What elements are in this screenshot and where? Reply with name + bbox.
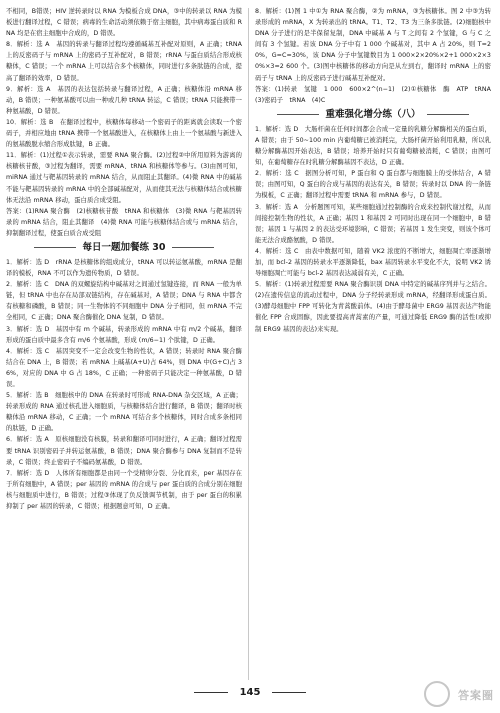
answer-paragraph: 7．解析：选 D 人体所有细胞都是由同一个受精卵分裂、分化而来，per 基因存在于所有细胞中，A 错误；per 基因的 mRNA 的合成与 per 蛋白质的合成分别在细胞核与细胞质中进行，B 错误；过程③体现了负反馈调节机制，由于 per 蛋白的积累抑制了 per 基因的转录，C 错误；根据题意可知，D 正确。 xyxy=(6,469,242,511)
answer-paragraph: 1．解析：选 D rRNA 是核糖体的组成成分，tRNA 可以转运氨基酸，mRNA 是翻译的模板，RNA 不可以作为遗传物质，D 错误。 xyxy=(6,258,242,278)
section-title: 重难强化增分练（八） xyxy=(255,108,491,122)
answer-paragraph: 2．解析：选 C DNA 的双螺旋结构中碱基对之间通过氢键连接，而 RNA 一般为单链，但 tRNA 中也存在局部双链结构，存在碱基对，A 错误；DNA 与 RNA 中都含有核糖和磷酸，B 错误；同一生物体的不同细胞中 DNA 分子相同，但 mRNA 不完全相同，C 正确；DNA 聚合酶催化 DNA 复制，D 错误。 xyxy=(6,281,242,322)
answer-paragraph: 3．解析：选 A 分析题图可知，某些细胞通过控制酶的合成来控制代谢过程，从而间接控制生物的性状，A 正确；基因 1 和基因 2 可同时出现在同一个细胞中，B 错误；基因 1 与基因 2 的表达受环境影响，C 错误；若基因 1 发生突变，则该个体可能无法合成酪氨酸，D 错误。 xyxy=(255,203,491,244)
answer-paragraph: 5．解析：(1)转录过程需要 RNA 聚合酶识别 DNA 中特定的碱基序列并与之结合。(2)在遗传信息的流动过程中，DNA 分子经转录形成 mRNA，经翻译形成蛋白质。(3)酵母细胞中 FPP 可转化为青蒿酸前体。(4)由于酵母菌中 ERG9 基因表达产物能催化 FPP 合成固醇，因此要提高青蒿素的产量，可通过降低 ERG9 酶的活性(或抑制 ERG9 基因的表达)来实现。 xyxy=(255,281,491,333)
answer-paragraph: 1．解析：选 D 大肠杆菌在任何时间都会合成一定量的乳糖分解酶相关的蛋白质，A 错误；由于 50~100 min 内葡萄糖已被消耗完，大肠杆菌开始利用乳糖，所以乳糖分解酶基因开始表达，B 错误；培养开始时只有葡萄糖被消耗，C 错误；由图可知，在葡萄糖存在时乳糖分解酶基因不表达，D 正确。 xyxy=(255,125,491,167)
right-column xyxy=(255,6,498,335)
answer-paragraph: 8．解析：选 A 基因的转录与翻译过程均遵循碱基互补配对原则，A 正确；tRNA 上的反密码子与 mRNA 上的密码子互补配对，B 错误；rRNA 与蛋白质结合形成核糖体，C 错误；一个 mRNA 上可以结合多个核糖体，同时进行多条肽链的合成，提高了翻译的效率，D 错误。 xyxy=(6,41,242,82)
answer-paragraph: 5．解析：选 B 细胞核中的 DNA 在转录时可形成 RNA-DNA 杂交区域，A 正确；转录形成的 RNA 通过核孔进入细胞质，与核糖体结合进行翻译，B 错误；翻译时核糖体沿 mRNA 移动，C 正确；一个 mRNA 可结合多个核糖体，同时合成多条相同的肽链，D 正确。 xyxy=(6,392,242,433)
page-number-dash xyxy=(194,692,228,693)
page-number-dash xyxy=(272,692,306,693)
watermark-text: 答案圈 xyxy=(458,689,494,702)
answer-paragraph: 答案：(1)RNA 聚合酶 (2)核糖核苷酸 tRNA 和核糖体 (3)微 RNA 与靶基因转录的 mRNA 结合，阻止其翻译 (4)微 RNA 可能与核糖体结合或与 mRNA 结合，抑制翻译过程，使蛋白质合成受阻 xyxy=(6,207,242,237)
section-title: 每日一题加餐练 30 xyxy=(6,241,242,255)
answer-paragraph: 8．解析：(1)图 1 中①为 RNA 聚合酶，②为 mRNA，③为核糖体。图 2 中③为转录形成的 mRNA，X 为转录出的 tRNA。T1、T2、T3 为三条多肽链。(2)细胞核中 DNA 分子进行的是半保留复制，DNA 中碱基 A 与 T 之间有 2 个氢键，G 与 C 之间有 3 个氢键。若该 DNA 分子中有 1 000 个碱基对，其中 A 占 20%，则 T=20%，G=C=30%，该 DNA 分子中氢键数目为 1 000×2×20%×2+1 000×2×30%×3=2 600 个。(3)图中核糖体的移动方向是从左到右，翻译时 mRNA 上的密码子与 tRNA 上的反密码子进行碱基互补配对。 xyxy=(255,8,491,82)
watermark xyxy=(424,683,496,711)
answer-paragraph: 4．解析：选 C 基因突变不一定会改变生物的性状，A 错误；转录时 RNA 聚合酶结合在 DNA 上，B 错误；若 mRNA 上碱基(A+U)占 64%，则 DNA 中(G+C)占 36%，对应的 DNA 中 G 占 18%，C 正确；一种密码子只能决定一种氨基酸，D 错误。 xyxy=(6,347,242,388)
watermark-logo-icon xyxy=(424,681,450,707)
answer-paragraph: 4．解析：选 C 由表中数据可知，随着 VK2 浓度的不断增大，细胞凋亡率逐渐增加，而 bcl-2 基因的转录水平逐渐降低，bax 基因转录水平变化不大，说明 VK2 诱导细胞凋亡可能与 bcl-2 基因表达减弱有关，C 正确。 xyxy=(255,247,491,278)
answer-paragraph: 10．解析：选 B 在翻译过程中，核糖体每移动一个密码子的距离就会读取一个密码子，并相应地由 tRNA 携带一个氨基酸进入，在核糖体上由上一个氨基酸与新进入的氨基酸脱水缩合形成肽键，B 正确。 xyxy=(6,118,242,149)
answer-paragraph: 2．解析：选 C 据图分析可知，P 蛋白和 Q 蛋白都与细胞膜上的受体结合，A 错误；由图可知，Q 蛋白的合成与基因的表达有关，B 错误；转录时以 DNA 的一条链为模板，C 正确；翻译过程中需要 tRNA 和 mRNA 参与，D 错误。 xyxy=(255,170,491,200)
answer-paragraph: 9．解析：选 A 基因的表达包括转录与翻译过程，A 正确；核糖体沿 mRNA 移动，B 错误；一种氨基酸可以由一种或几种 tRNA 转运，C 错误；tRNA 只能携带一种氨基酸，D 错误。 xyxy=(6,85,242,115)
column-divider xyxy=(248,8,249,680)
left-column xyxy=(6,6,242,512)
answer-paragraph: 6．解析：选 A 原核细胞没有核膜，转录和翻译可同时进行，A 正确；翻译过程需要 tRNA 识别密码子并转运氨基酸，B 错误；DNA 聚合酶参与 DNA 复制而不是转录，C 错误；终止密码子不编码氨基酸，D 错误。 xyxy=(6,436,242,466)
answer-paragraph: 答案：(1)转录 氢键 1 000 600×2^(n−1) (2)①核糖体 酶 ATP tRNA (3)密码子 tRNA (4)C xyxy=(255,85,498,104)
page-number-text: 145 xyxy=(239,687,261,698)
answer-paragraph: 3．解析：选 D 基因中有 m 个碱基，转录形成的 mRNA 中有 m/2 个碱基，翻译形成的蛋白质中最多含有 m/6 个氨基酸，形成 (m/6−1) 个肽键，D 正确。 xyxy=(6,325,242,344)
answer-paragraph: 11．解析：(1)过程①表示转录，需要 RNA 聚合酶。(2)过程②中所用原料为游离的核糖核苷酸，③过程为翻译，需要 mRNA、tRNA 和核糖体等参与。(3)由图可知，miRNA 通过与靶基因转录的 mRNA 结合，从而阻止其翻译。(4)微 RNA 中的碱基不能与靶基因转录的 mRNA 中的全部碱基配对，从而使其无法与核糖体结合或核糖体无法沿 mRNA 移动，蛋白质合成受阻。 xyxy=(6,152,242,204)
answer-paragraph: 不相同，B错误；HIV 逆转录时以 RNA 为模板合成 DNA，③中的转录以 RNA 为模板进行翻译过程，C 错误；病毒的生命活动须依赖于宿主细胞，其中病毒蛋白质和 RNA 均是在宿主细胞中合成的，D 错误。 xyxy=(6,8,242,38)
